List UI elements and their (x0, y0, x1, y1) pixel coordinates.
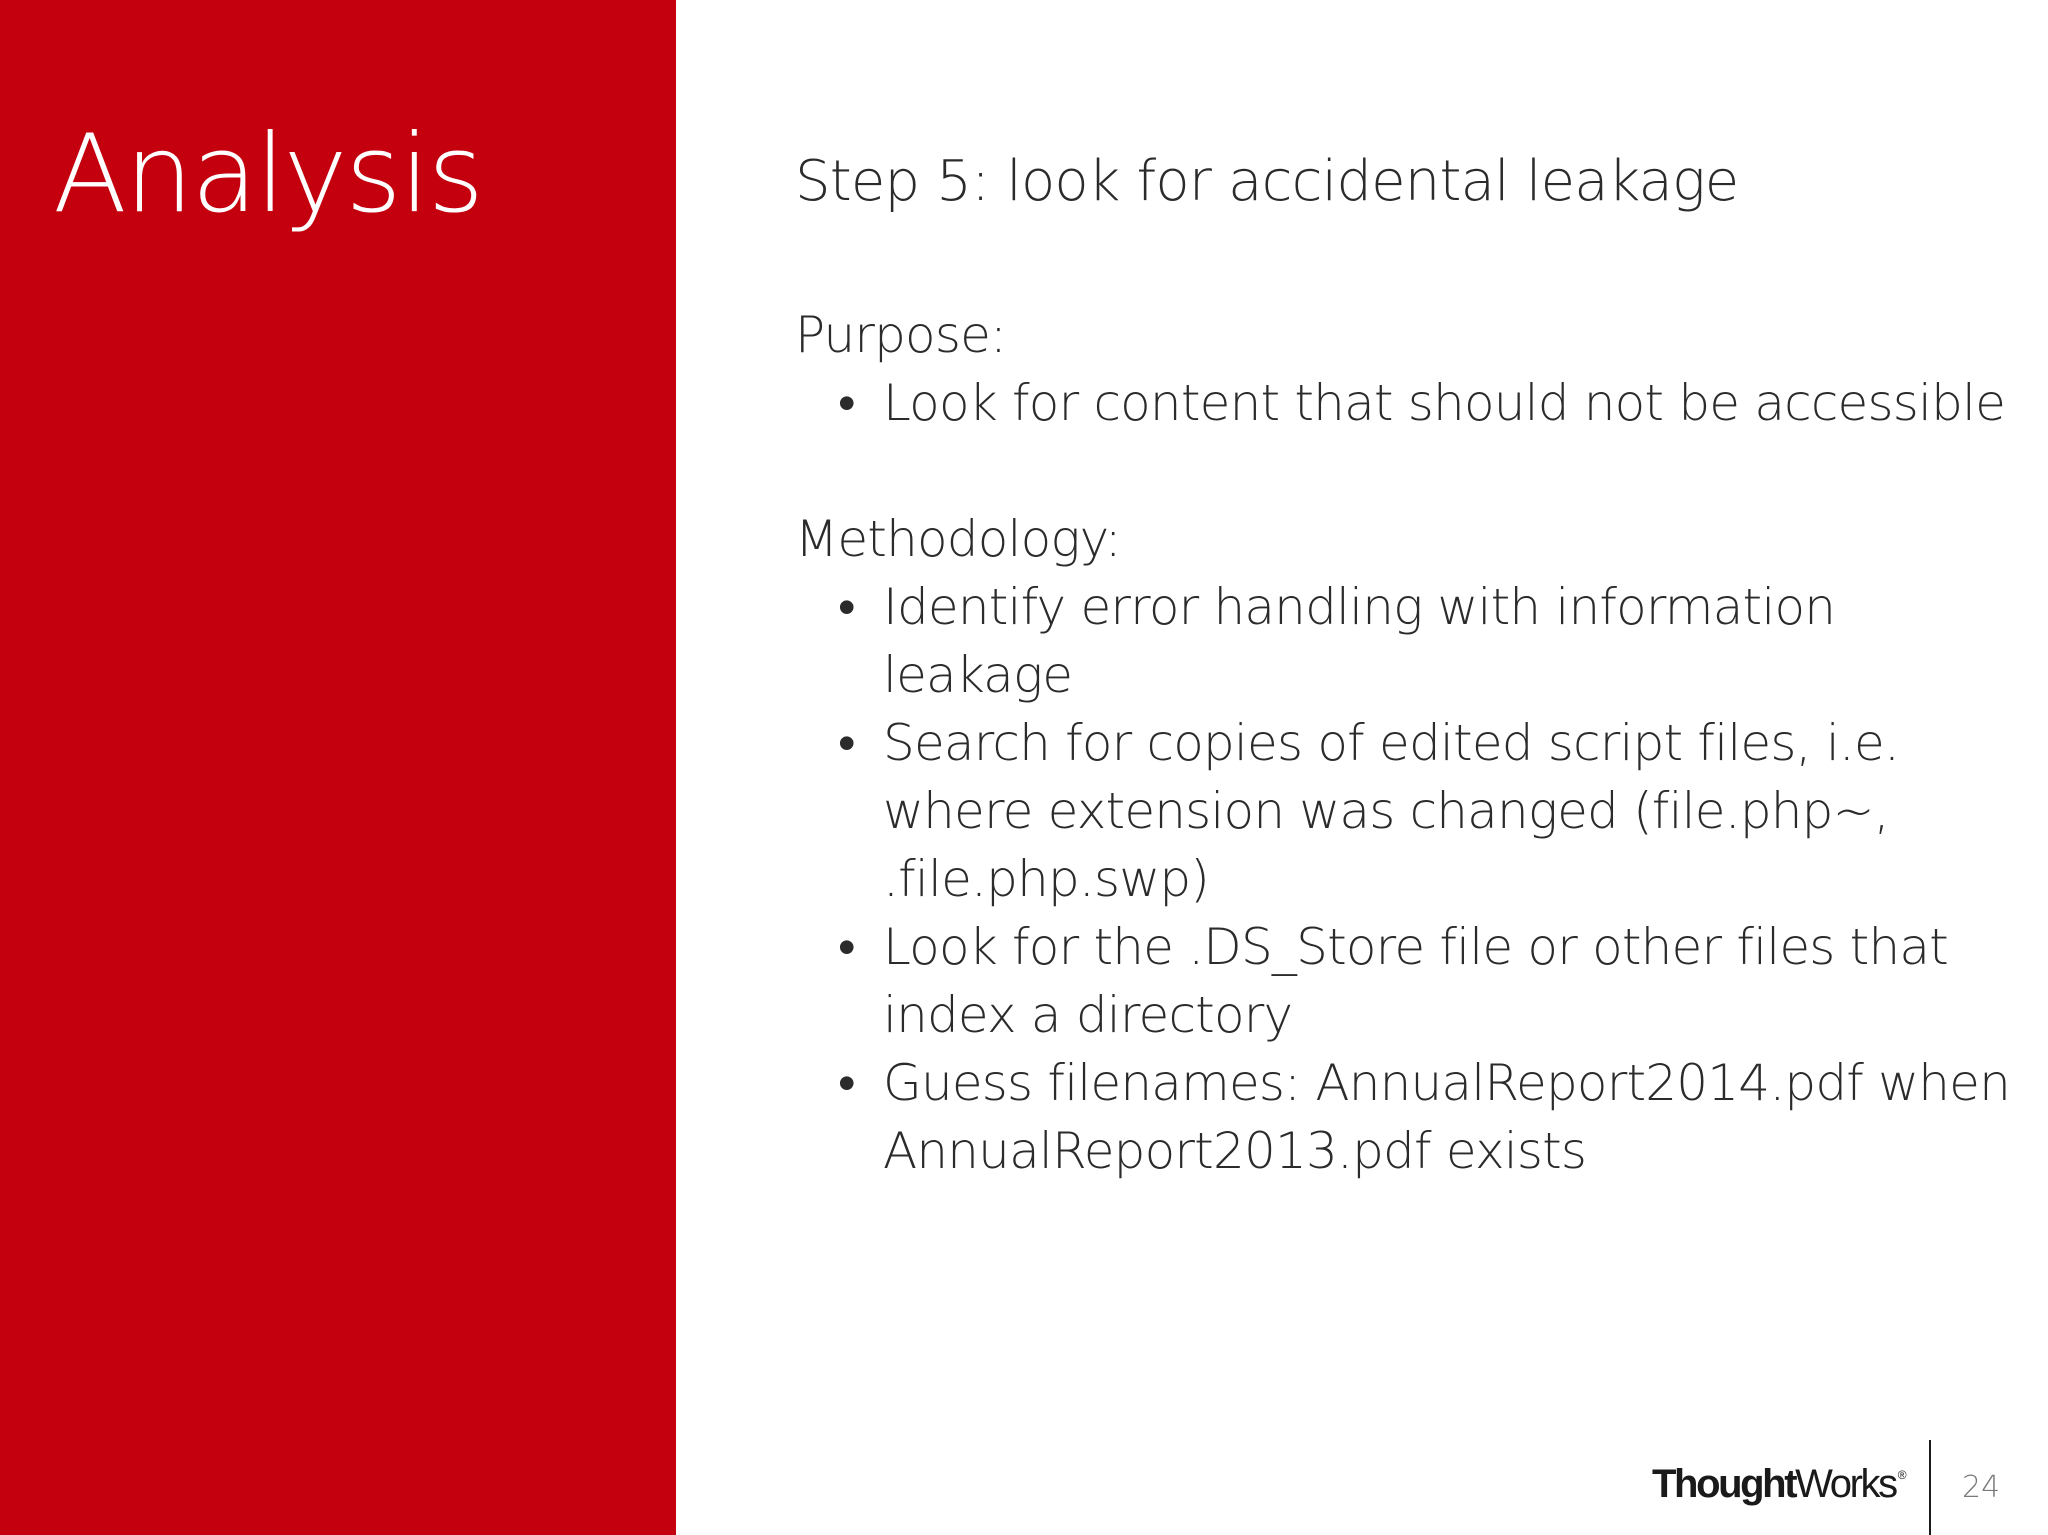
footer-divider (1929, 1440, 1931, 1535)
list-item-text: index a directory (883, 986, 1293, 1044)
list-item (795, 1049, 2011, 1185)
list-item (795, 709, 1995, 913)
list-item-text: where extension was changed (file.php~, (883, 782, 1889, 840)
title-panel (0, 0, 676, 1535)
list-item-text: AnnualReport2013.pdf exists (883, 1122, 1587, 1180)
step-heading: Step 5: look for accidental leakage (795, 149, 1739, 214)
purpose-list (795, 369, 2006, 437)
section-title: Analysis (53, 112, 482, 237)
list-item-text: Guess filenames: AnnualReport2014.pdf when (883, 1054, 2011, 1112)
purpose-label: Purpose: (795, 306, 1007, 364)
methodology-label: Methodology: (795, 510, 1121, 568)
page-number: 24 (1962, 1470, 2001, 1505)
list-item-text: Search for copies of edited script files, i.e. (883, 714, 1900, 772)
methodology-list (795, 573, 2011, 1185)
bullet-dot-icon: • (838, 578, 855, 636)
list-item (795, 913, 1995, 1049)
slide-content (795, 148, 2011, 1185)
list-item (795, 369, 2006, 437)
bullet-dot-icon: • (838, 374, 855, 432)
list-item-text: .file.php.swp) (883, 850, 1209, 908)
registered-mark: ® (1897, 1468, 1907, 1482)
bullet-dot-icon: • (838, 918, 855, 976)
list-item-text: Identify error handling with information (883, 578, 1836, 636)
bullet-dot-icon: • (838, 1054, 855, 1112)
bullet-dot-icon: • (838, 714, 855, 772)
list-item (795, 573, 1995, 709)
thoughtworks-logo (1652, 1462, 1907, 1507)
list-item-text: Look for the .DS_Store file or other files that (883, 918, 1948, 976)
logo-light-text: Works (1795, 1462, 1896, 1506)
list-item-text: Look for content that should not be accessible (883, 374, 2006, 432)
list-item-text: leakage (883, 646, 1073, 704)
logo-bold-text: Thought (1652, 1462, 1796, 1506)
